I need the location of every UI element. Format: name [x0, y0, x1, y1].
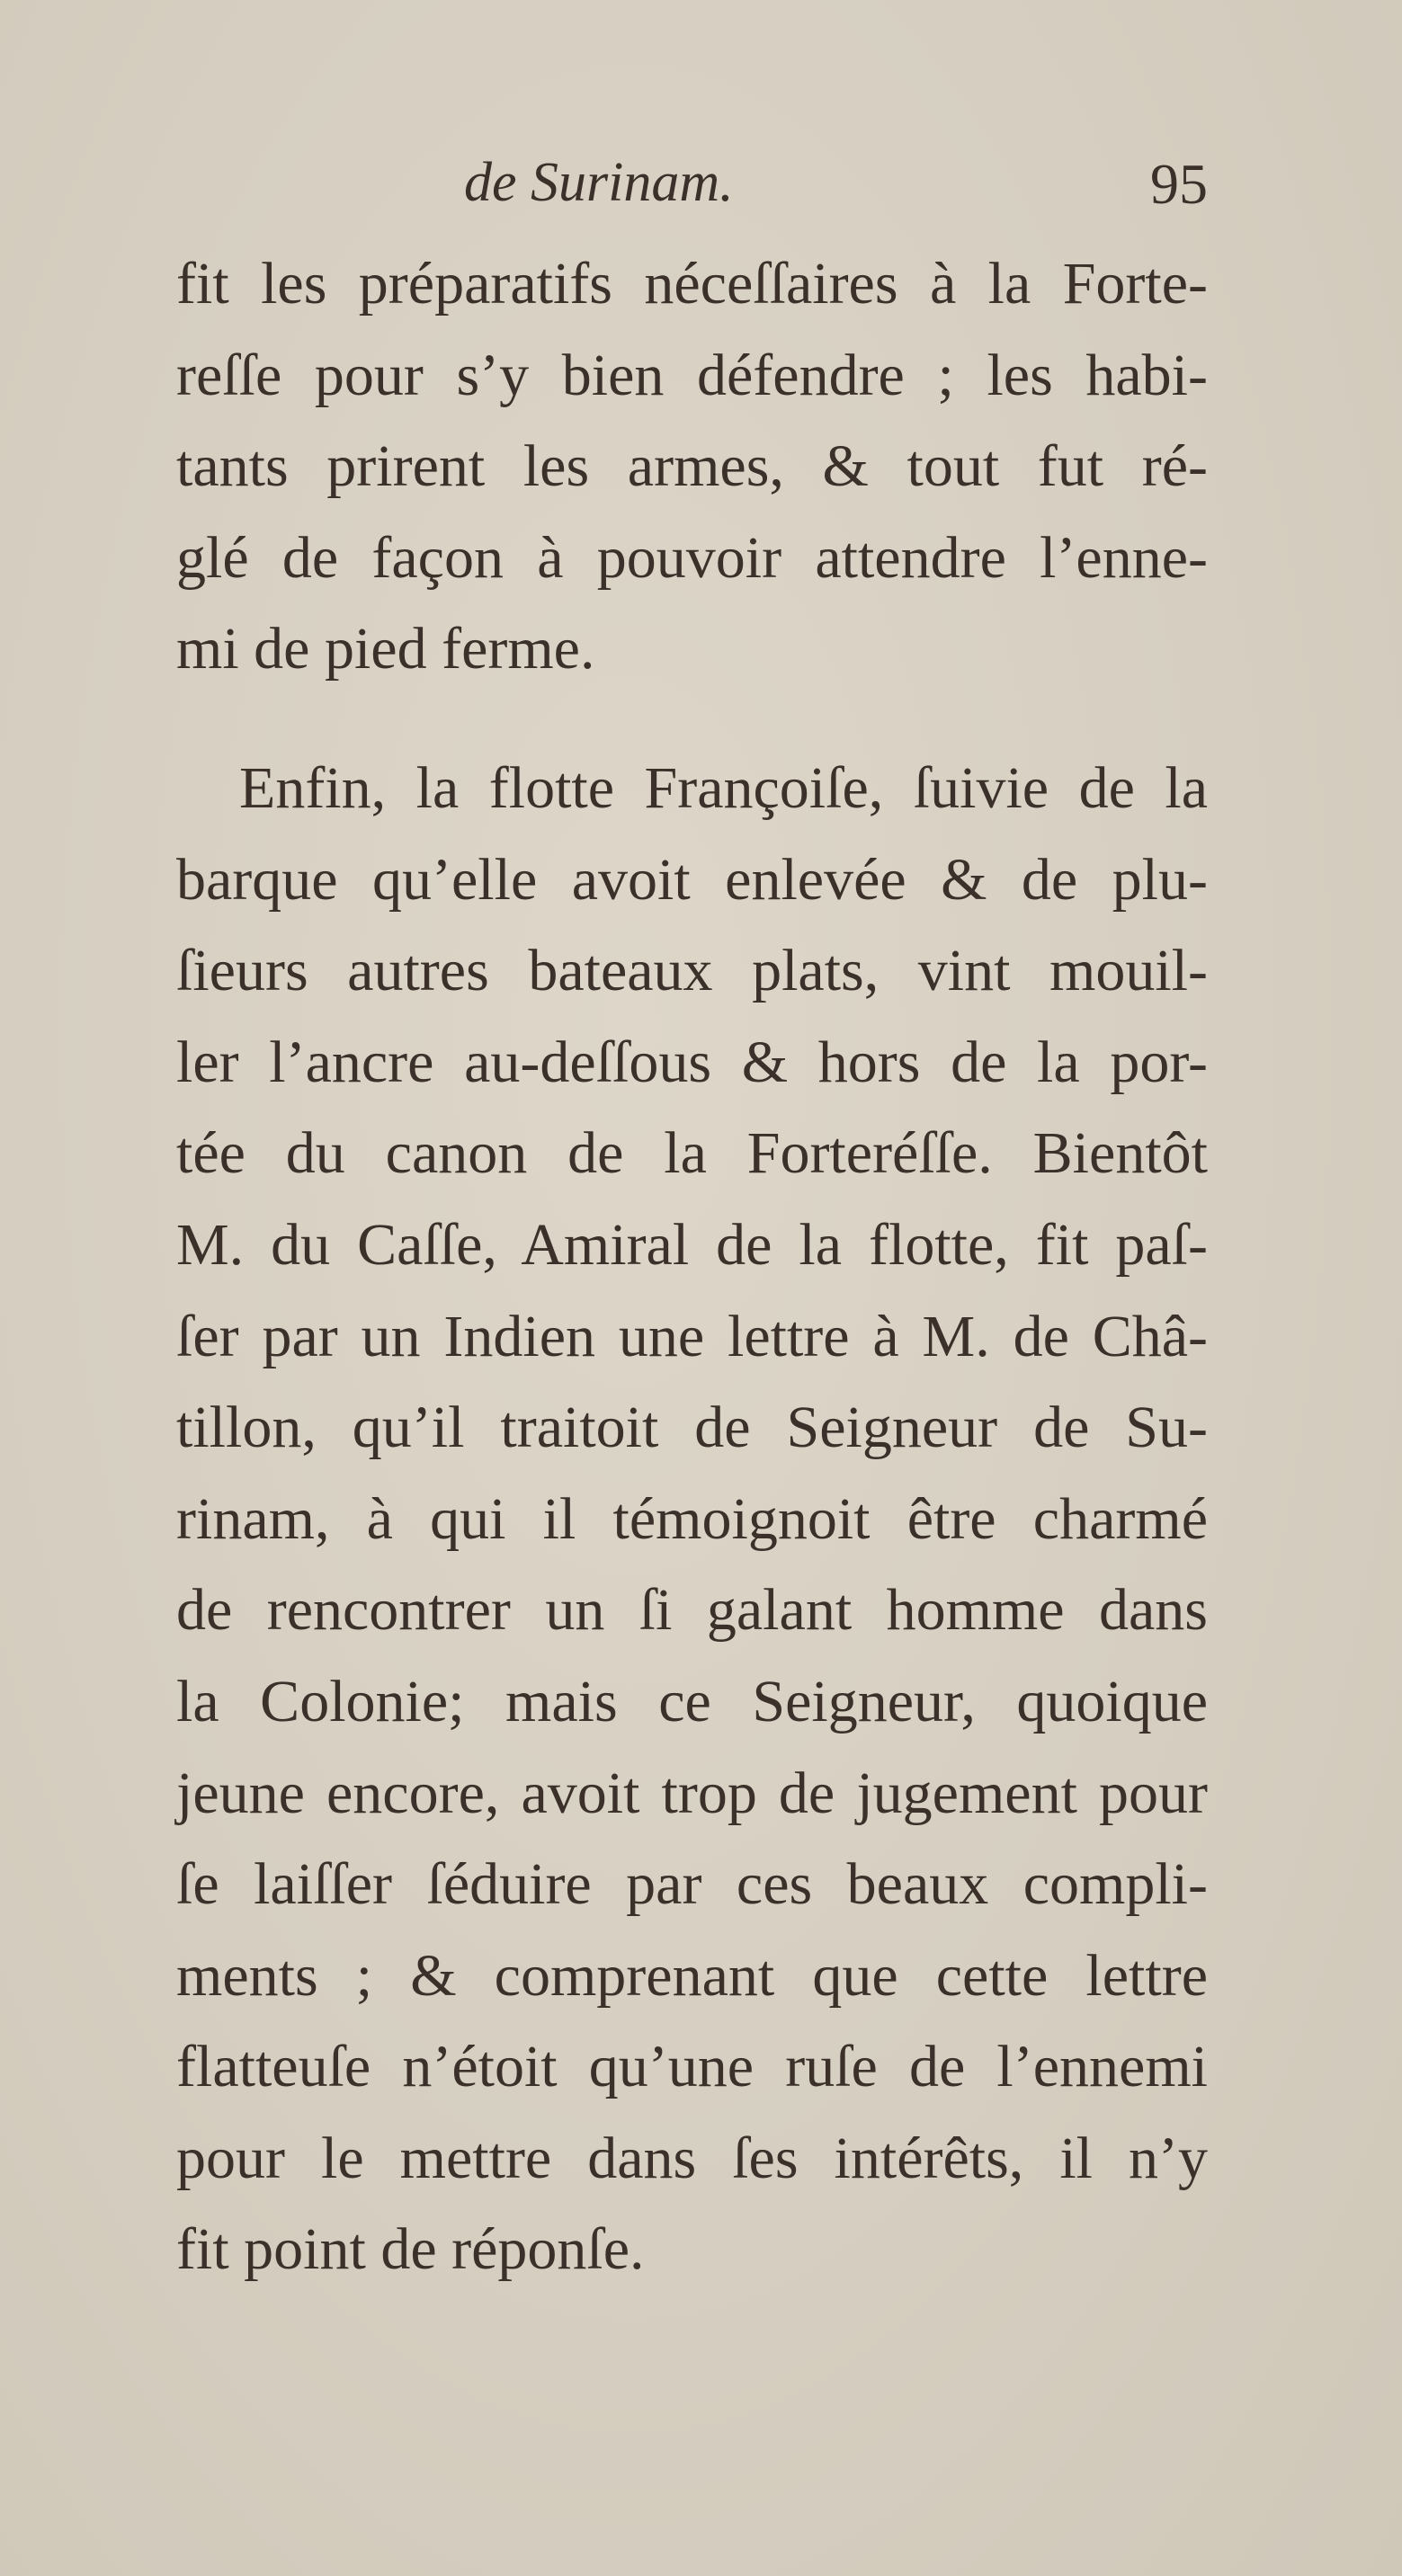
text-line: la Colonie; mais ce Seigneur, quoique [176, 1668, 1208, 1734]
text-line: ſer par un Indien une lettre à M. de Châ- [176, 1303, 1208, 1369]
text-line: M. du Caſſe, Amiral de la flotte, fit paſ- [176, 1211, 1208, 1278]
text-line: tée du canon de la Forteréſſe. Bientôt [176, 1120, 1208, 1187]
paragraph-1 [176, 238, 1208, 695]
text-line: de rencontrer un ſi galant homme dans [176, 1577, 1208, 1644]
text-line: ler l’ancre au-deſſous & hors de la por- [176, 1029, 1208, 1095]
text-line: reſſe pour s’y bien défendre ; les habi- [176, 342, 1208, 408]
text-line: jeune encore, avoit trop de jugement pour [176, 1760, 1208, 1826]
text-line: fit point de réponſe. [176, 2216, 645, 2283]
page-body [176, 238, 1208, 2295]
page-number: 95 [1150, 152, 1208, 216]
text-line: barque qu’elle avoit enlevée & de plu- [176, 846, 1208, 913]
text-line: glé de façon à pouvoir attendre l’enne- [176, 524, 1208, 591]
text-line: ſieurs autres bateaux plats, vint mouil- [176, 938, 1208, 1004]
text-line: flatteuſe n’étoit qu’une ruſe de l’ennemi [176, 2034, 1208, 2100]
paragraph-2 [176, 743, 1208, 2295]
text-line: pour le mettre dans ſes intérêts, il n’y [176, 2125, 1208, 2191]
running-title: de Surinam. [464, 152, 734, 213]
text-line: ſe laiſſer ſéduire par ces beaux compli- [176, 1851, 1208, 1918]
text-line: Enfin, la flotte Françoiſe, ſuivie de la [239, 754, 1208, 821]
text-line: tants prirent les armes, & tout fut ré- [176, 433, 1208, 500]
text-line: ments ; & comprenant que cette lettre [176, 1942, 1208, 2009]
running-header [176, 151, 1208, 223]
text-line: rinam, à qui il témoignoit être charmé [176, 1485, 1208, 1552]
text-line: mi de pied ferme. [176, 616, 595, 682]
text-line: fit les préparatifs néceſſaires à la Forte- [176, 251, 1208, 316]
text-line: tillon, qu’il traitoit de Seigneur de Su- [176, 1395, 1208, 1461]
